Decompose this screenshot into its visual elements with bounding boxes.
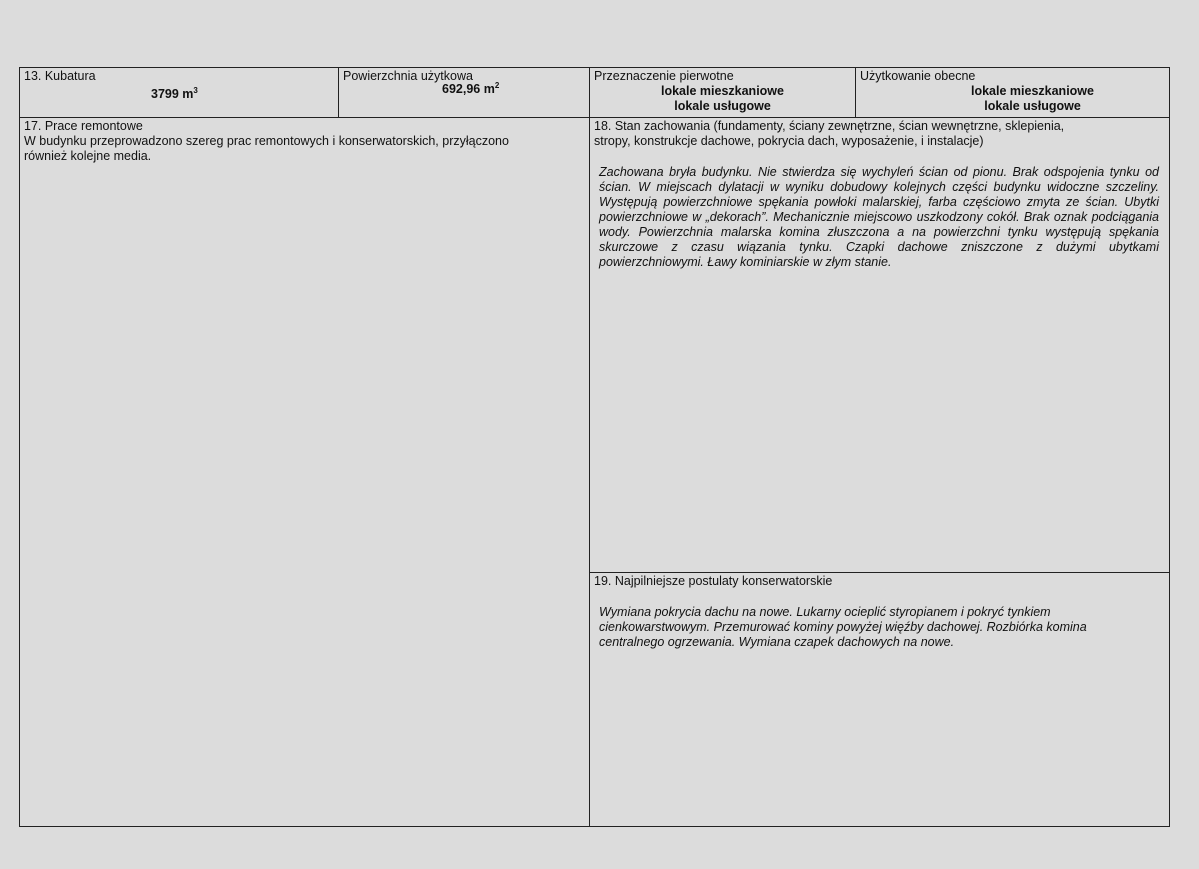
cell-prace-remontowe	[20, 118, 589, 826]
cell-przeznaczenie	[590, 68, 855, 117]
postulaty-text	[590, 605, 1169, 650]
prace-line-1: W budynku przeprowadzono szereg prac remontowych i konserwatorskich, przyłączono	[24, 134, 509, 148]
przeznaczenie-label: Przeznaczenie pierwotne	[594, 69, 734, 83]
form-table	[19, 67, 1170, 827]
przeznaczenie-value-1: lokale mieszkaniowe	[661, 84, 784, 98]
prace-line-2: również kolejne media.	[24, 149, 152, 163]
stan-label-line-1: 18. Stan zachowania (fundamenty, ściany zewnętrzne, ścian wewnętrzne, sklepienia,	[594, 119, 1065, 133]
uzytkowanie-value-2: lokale usługowe	[984, 99, 1081, 113]
prace-label: 17. Prace remontowe	[24, 119, 143, 133]
cell-kubatura	[20, 68, 338, 117]
cell-powierzchnia	[339, 68, 589, 117]
cell-stan-zachowania	[590, 118, 1169, 572]
uzytkowanie-value-1: lokale mieszkaniowe	[971, 84, 1094, 98]
postulaty-label: 19. Najpilniejsze postulaty konserwatorskie	[594, 574, 833, 588]
postulaty-line-2: cienkowarstwowym. Przemurować kominy powyżej więźby dachowej. Rozbiórka komina	[599, 620, 1087, 634]
stan-label-line-2: stropy, konstrukcje dachowe, pokrycia dach, wyposażenie, i instalacje)	[594, 134, 984, 148]
cell-postulaty	[590, 573, 1169, 826]
przeznaczenie-value-2: lokale usługowe	[674, 99, 771, 113]
kubatura-label: 13. Kubatura	[24, 69, 96, 83]
uzytkowanie-label: Użytkowanie obecne	[860, 69, 976, 83]
cell-uzytkowanie	[856, 68, 1169, 117]
postulaty-line-1: Wymiana pokrycia dachu na nowe. Lukarny ocieplić styropianem i pokryć tynkiem	[599, 605, 1051, 619]
powierzchnia-value: 692,96 $m^2$	[442, 80, 500, 96]
powierzchnia-label: Powierzchnia użytkowa	[343, 69, 473, 83]
prace-text	[20, 134, 589, 164]
stan-description: Zachowana bryła budynku. Nie stwierdza się wychyleń ścian od pionu. Brak odspojenia tynku od ścian. W miejscach dylatacji w wyniku dobudowy kolejnych części budynku widoczne szczeliny. Występują powierzchniowe spękania powłoki malarskiej, farba częściowo zmyta ze ścian. Ubytki powierzchniowe w „dekorach”. Mechanicznie miejscowo uszkodzony cokół. Brak oznak podciągania wody. Powierzchnia malarska komina złuszczona a na powierzchni tynku występują spękania skurczowe z czasu wiązania tynku. Czapki dachowe zniszczone z dużymi ubytkami powierzchniowymi. Ławy kominiarskie w złym stanie.	[599, 165, 1159, 269]
kubatura-value: 3799 $m^3$	[151, 85, 198, 101]
postulaty-line-3: centralnego ogrzewania. Wymiana czapek dachowych na nowe.	[599, 635, 955, 649]
